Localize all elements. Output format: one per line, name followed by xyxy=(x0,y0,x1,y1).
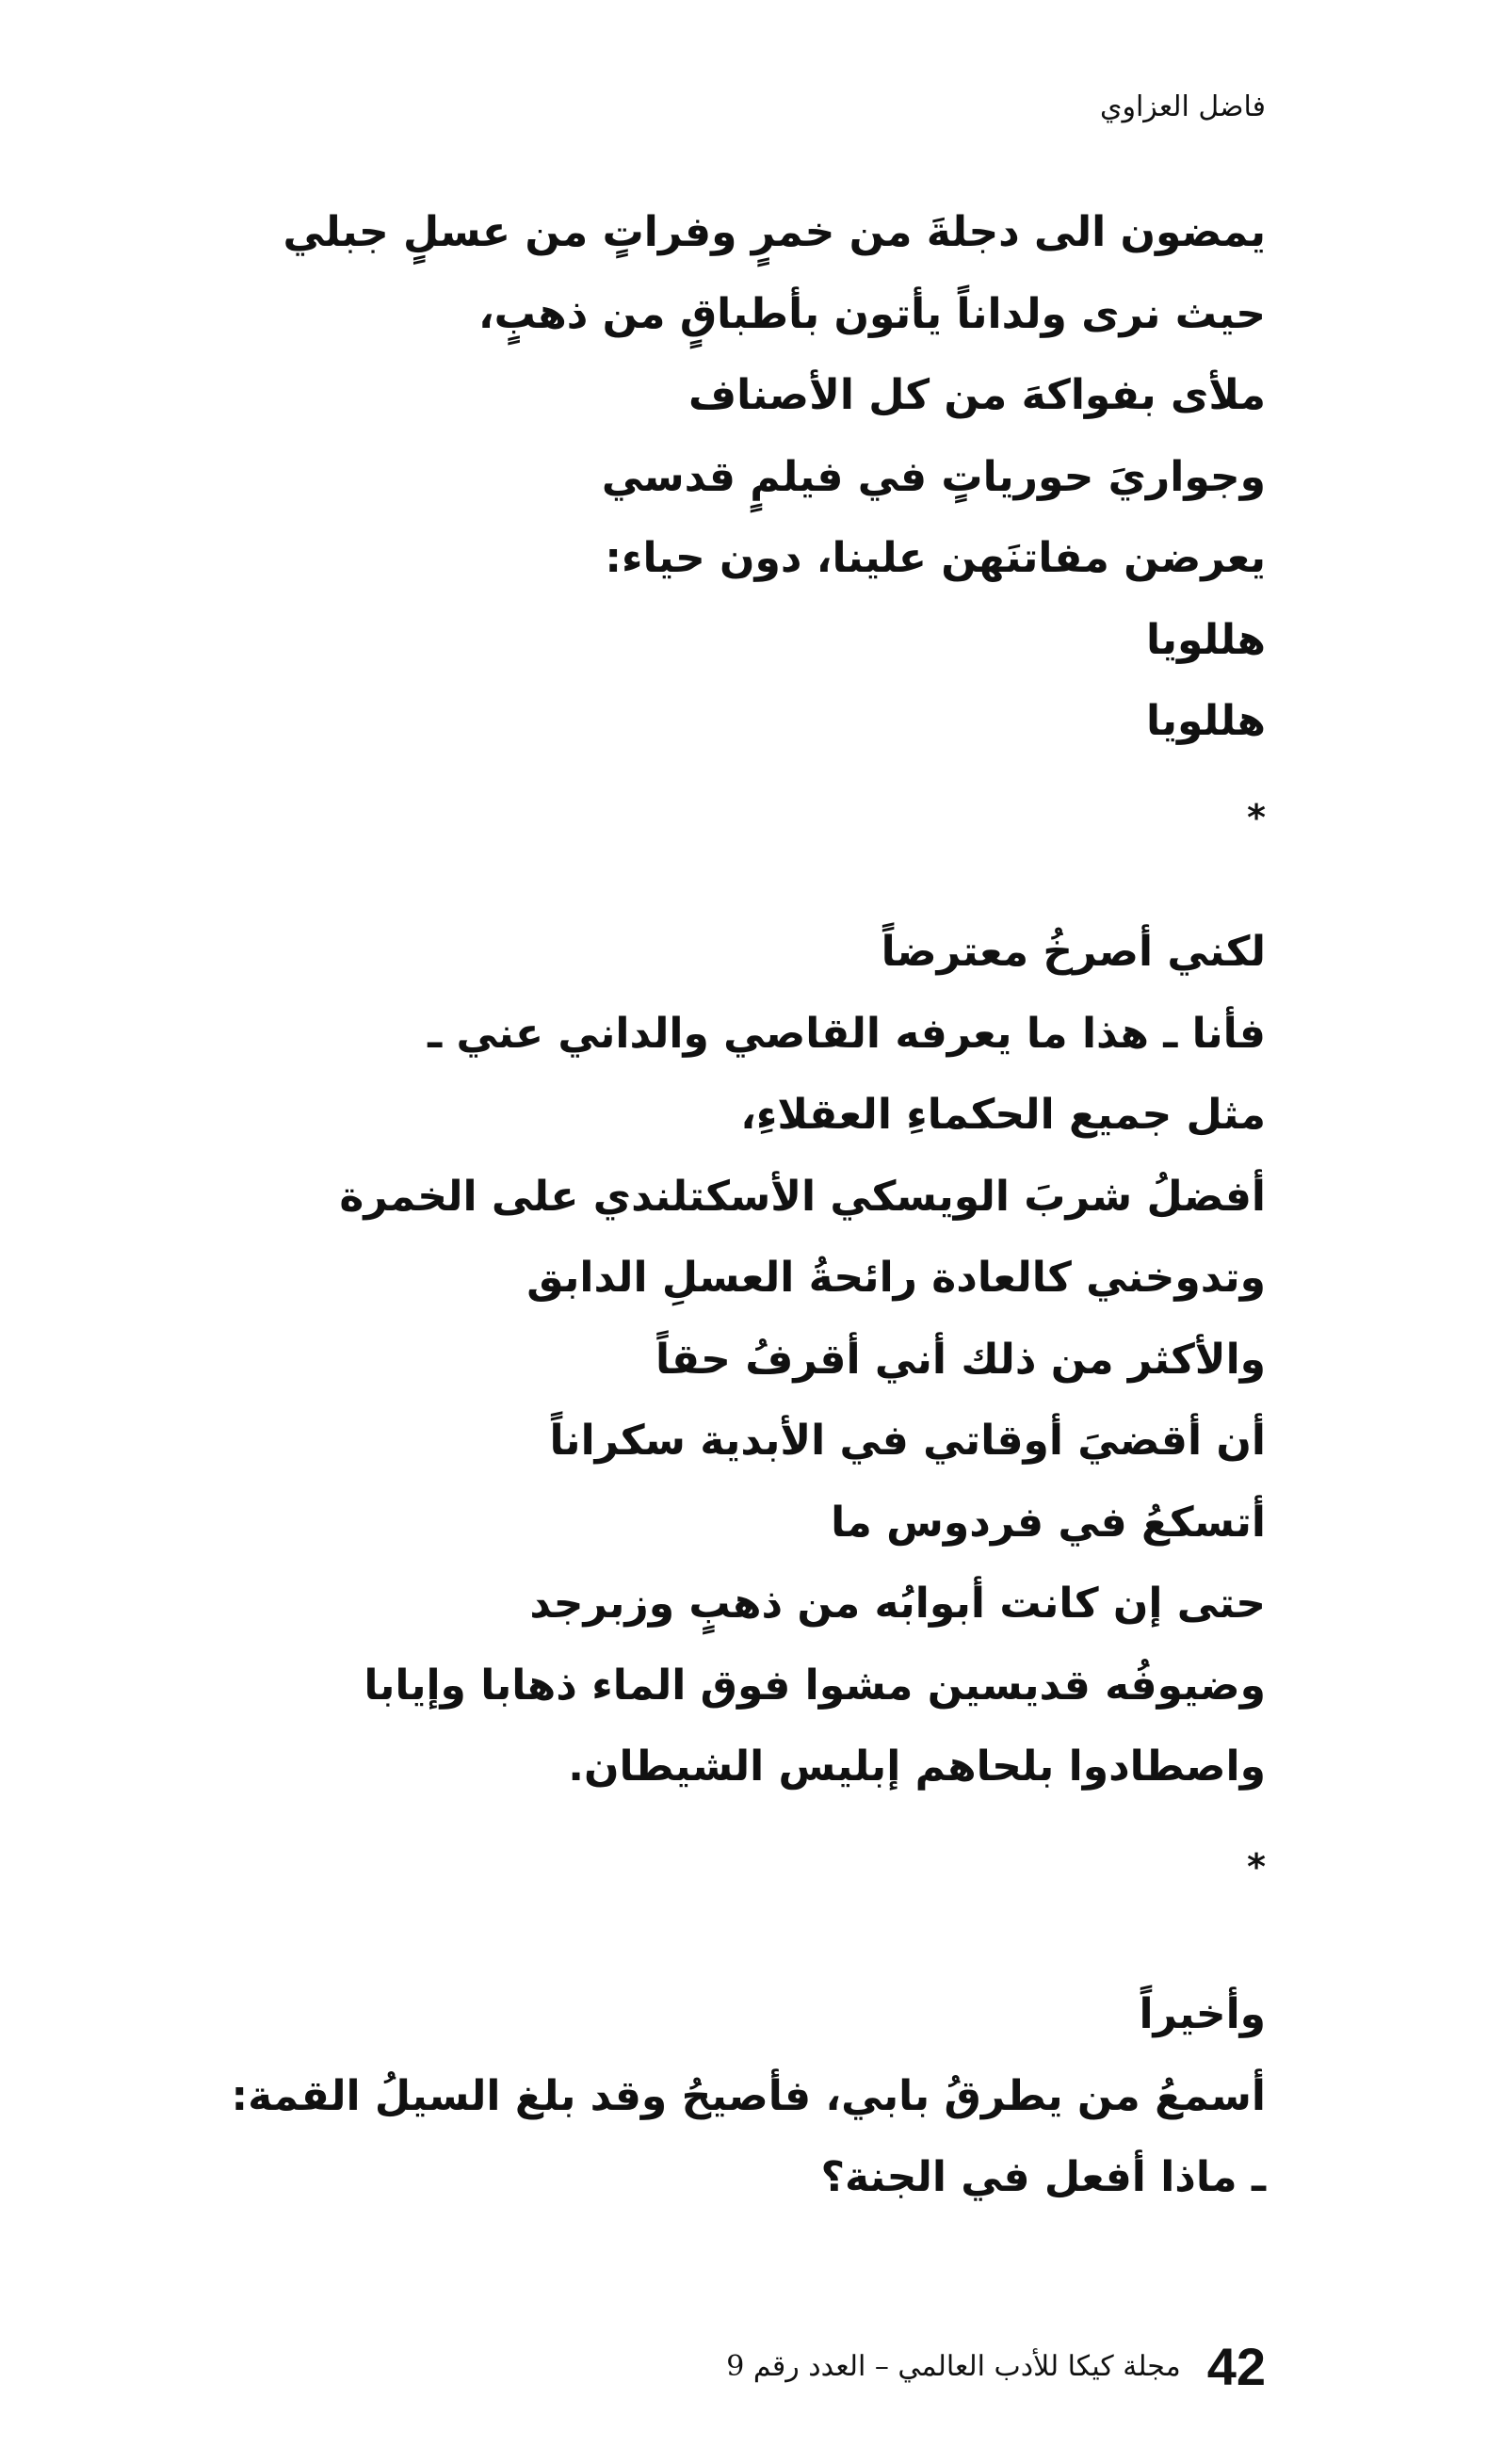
poem-line: وضيوفُه قديسين مشوا فوق الماء ذهابا وإيابا xyxy=(364,1661,1266,1710)
poem-line: مثل جميع الحكماءِ العقلاءِ، xyxy=(740,1091,1266,1139)
author-running-head: فاضل العزاوي xyxy=(1099,90,1266,123)
poem-line: فأنا ـ هذا ما يعرفه القاصي والداني عني ـ xyxy=(428,1009,1266,1058)
journal-title: مجلة كيكا للأدب العالمي – العدد رقم 9 xyxy=(726,2350,1181,2383)
poem-line: أتسكعُ في فردوس ما xyxy=(831,1498,1266,1547)
poem-line: هللويا xyxy=(1145,697,1266,745)
poem-line: يعرضن مفاتنَهن علينا، دون حياء: xyxy=(605,534,1266,582)
poem-line: لكني أصرخُ معترضاً xyxy=(881,928,1266,976)
poem-line: يمضون الى دجلةَ من خمرٍ وفراتٍ من عسلٍ جبلي xyxy=(283,208,1266,256)
poem-line: وتدوخني كالعادة رائحةُ العسلِ الدابق xyxy=(526,1254,1266,1302)
poem-stanza-1 xyxy=(283,192,1266,763)
poem-line: واصطادوا بلحاهم إبليس الشيطان. xyxy=(568,1743,1266,1791)
page-number: 42 xyxy=(1206,2337,1266,2396)
page-footer xyxy=(726,2336,1266,2397)
stanza-separator: * xyxy=(1247,1846,1266,1888)
poem-line: وأخيراً xyxy=(1139,1990,1266,2038)
poem-line: أفضلُ شربَ الويسكي الأسكتلندي على الخمرة xyxy=(339,1172,1266,1221)
poem-line: حتى إن كانت أبوابُه من ذهبٍ وزبرجد xyxy=(529,1580,1266,1628)
poem-line: حيث نرى ولداناً يأتون بأطباقٍ من ذهبٍ، xyxy=(477,289,1266,338)
poem-line: ـ ماذا أفعل في الجنة؟ xyxy=(820,2153,1266,2201)
poem-stanza-2 xyxy=(339,912,1266,1808)
poem-line: وجواريَ حورياتٍ في فيلمٍ قدسي xyxy=(601,452,1266,501)
poem-line: والأكثر من ذلك أني أقرفُ حقاً xyxy=(655,1335,1266,1384)
poem-line: أسمعُ من يطرقُ بابي، فأصيحُ وقد بلغ السيلُ القمة: xyxy=(231,2071,1266,2120)
stanza-separator: * xyxy=(1247,797,1266,838)
poem-line: أن أقضيَ أوقاتي في الأبدية سكراناً xyxy=(549,1417,1266,1465)
poem-line: ملأى بفواكهَ من كل الأصناف xyxy=(687,371,1266,419)
poem-line: هللويا xyxy=(1145,615,1266,664)
poem-stanza-3 xyxy=(232,1974,1266,2219)
